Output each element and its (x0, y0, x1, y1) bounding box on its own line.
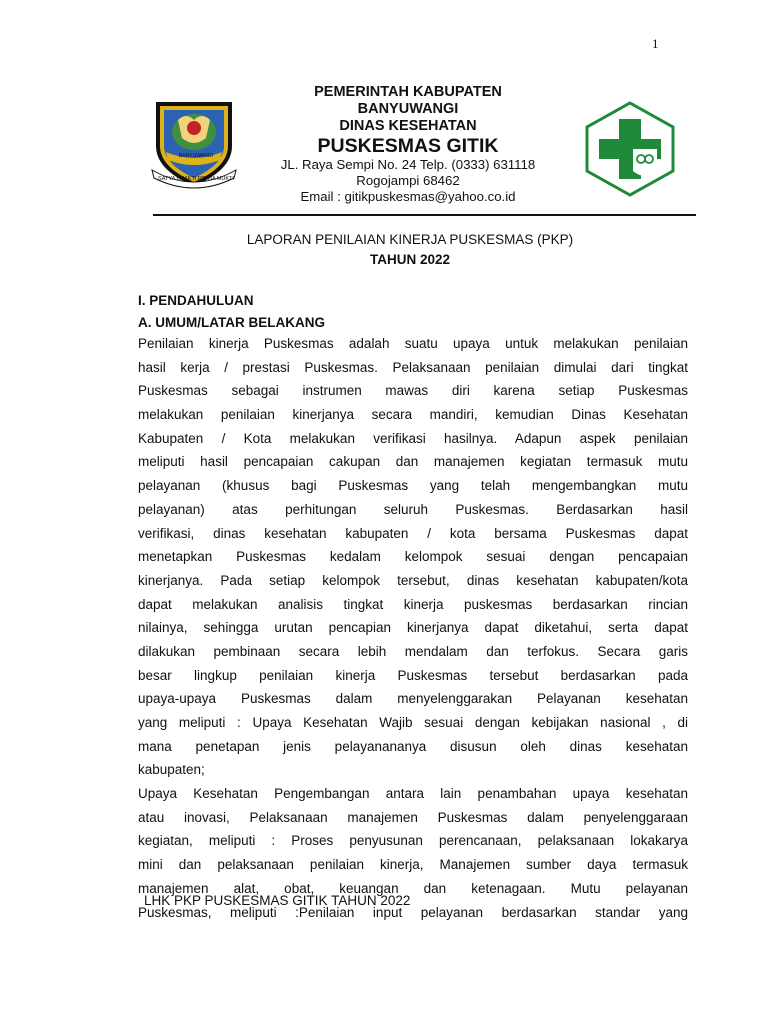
letterhead-line-2: BANYUWANGI (357, 101, 459, 117)
body-line: Upaya Kesehatan Pengembangan antara lain penambahan upaya kesehatan (138, 786, 688, 802)
body-line: Puskesmas, meliputi :Penilaian input pelayanan berdasarkan standar yang (138, 904, 688, 920)
emblem-ribbon-text: BANYUWANGI (179, 153, 213, 159)
body-line: mana penetapan jenis pelayanananya disusun oleh dinas kesehatan (138, 738, 688, 754)
report-year: TAHUN 2022 (369, 252, 451, 267)
letterhead-divider (153, 214, 696, 216)
page-number: 1 (652, 36, 659, 51)
letterhead-line-1: PEMERINTAH KABUPATEN (314, 84, 502, 100)
letterhead-email: Email : gitikpuskesmas@yahoo.co.id (300, 189, 516, 204)
body-line: upaya-upaya Puskesmas dalam menyelenggarakan Pelayanan kesehatan (138, 691, 688, 707)
body-line: dapat melakukan analisis tingkat kinerja puskesmas berdasarkan rincian (138, 596, 688, 612)
body-line: pelayanan) atas perhitungan seluruh Puskesmas. Berdasarkan hasil (138, 501, 688, 517)
body-line: kegiatan, meliputi : Proses penyusunan perencanaan, pelaksanaan lokakarya (138, 833, 688, 849)
body-line: nilainya, sehingga urutan pencapian kinerjanya dapat diketahui, serta dapat (138, 620, 688, 636)
page-footer: LHK PKP PUSKESMAS GITIK TAHUN 2022 (144, 893, 411, 908)
body-line: dilakukan pembinaan secara lebih mendalam dan terfokus. Secara garis (138, 643, 688, 659)
body-line: atau inovasi, Pelaksanaan manajemen Puskesmas dalam penyelenggaraan (138, 809, 688, 825)
body-line: menetapkan Puskesmas kedalam kelompok sesuai dengan pencapaian (138, 549, 688, 565)
section-heading: I. PENDAHULUAN (138, 293, 254, 308)
body-line: Penilaian kinerja Puskesmas adalah suatu upaya untuk melakukan penilaian (138, 336, 688, 351)
puskesmas-logo-icon (583, 101, 677, 197)
letterhead (246, 84, 570, 205)
emblem-motto-text: SATYA BHAKTI PRAJA MUKTI (158, 176, 234, 182)
subsection-heading: A. UMUM/LATAR BELAKANG (138, 315, 325, 330)
body-line: Kabupaten / Kota melakukan verifikasi hasilnya. Adapun aspek penilaian (138, 430, 688, 446)
body-line: kinerjanya. Pada setiap kelompok tersebut, dinas kesehatan kabupaten/kota (138, 572, 688, 588)
body-line: manajemen alat, obat, keuangan dan ketenagaan. Mutu pelayanan (138, 880, 688, 896)
body-line: Puskesmas sebagai instrumen mawas diri karena setiap Puskesmas (138, 383, 688, 399)
body-line: pelayanan (khusus bagi Puskesmas yang telah mengembangkan mutu (138, 478, 688, 494)
letterhead-institution: PUSKESMAS GITIK (317, 135, 499, 157)
body-line: verifikasi, dinas kesehatan kabupaten / kota bersama Puskesmas dapat (138, 525, 688, 541)
body-line: kabupaten; (138, 762, 205, 778)
body-line: besar lingkup penilaian kinerja Puskesmas tersebut berdasarkan pada (138, 667, 688, 683)
body-text (138, 334, 688, 926)
letterhead-address: JL. Raya Sempi No. 24 Telp. (0333) 631118 (280, 157, 536, 172)
report-title: LAPORAN PENILAIAN KINERJA PUSKESMAS (PKP) (246, 232, 574, 247)
body-line: yang meliputi : Upaya Kesehatan Wajib sesuai dengan kebijakan nasional , di (138, 715, 688, 730)
body-line: meliputi hasil pencapaian cakupan dan manajemen kegiatan termasuk mutu (138, 454, 688, 470)
body-line: melakukan penilaian kinerjanya secara mandiri, kemudian Dinas Kesehatan (138, 407, 688, 423)
letterhead-city: Rogojampi 68462 (356, 173, 460, 188)
letterhead-line-3: DINAS KESEHATAN (339, 118, 477, 134)
body-line: hasil kerja / prestasi Puskesmas. Pelaksanaan penilaian dimulai dari tingkat (138, 359, 688, 375)
body-line: mini dan pelaksanaan penilaian kinerja, Manajemen sumber daya termasuk (138, 857, 688, 873)
